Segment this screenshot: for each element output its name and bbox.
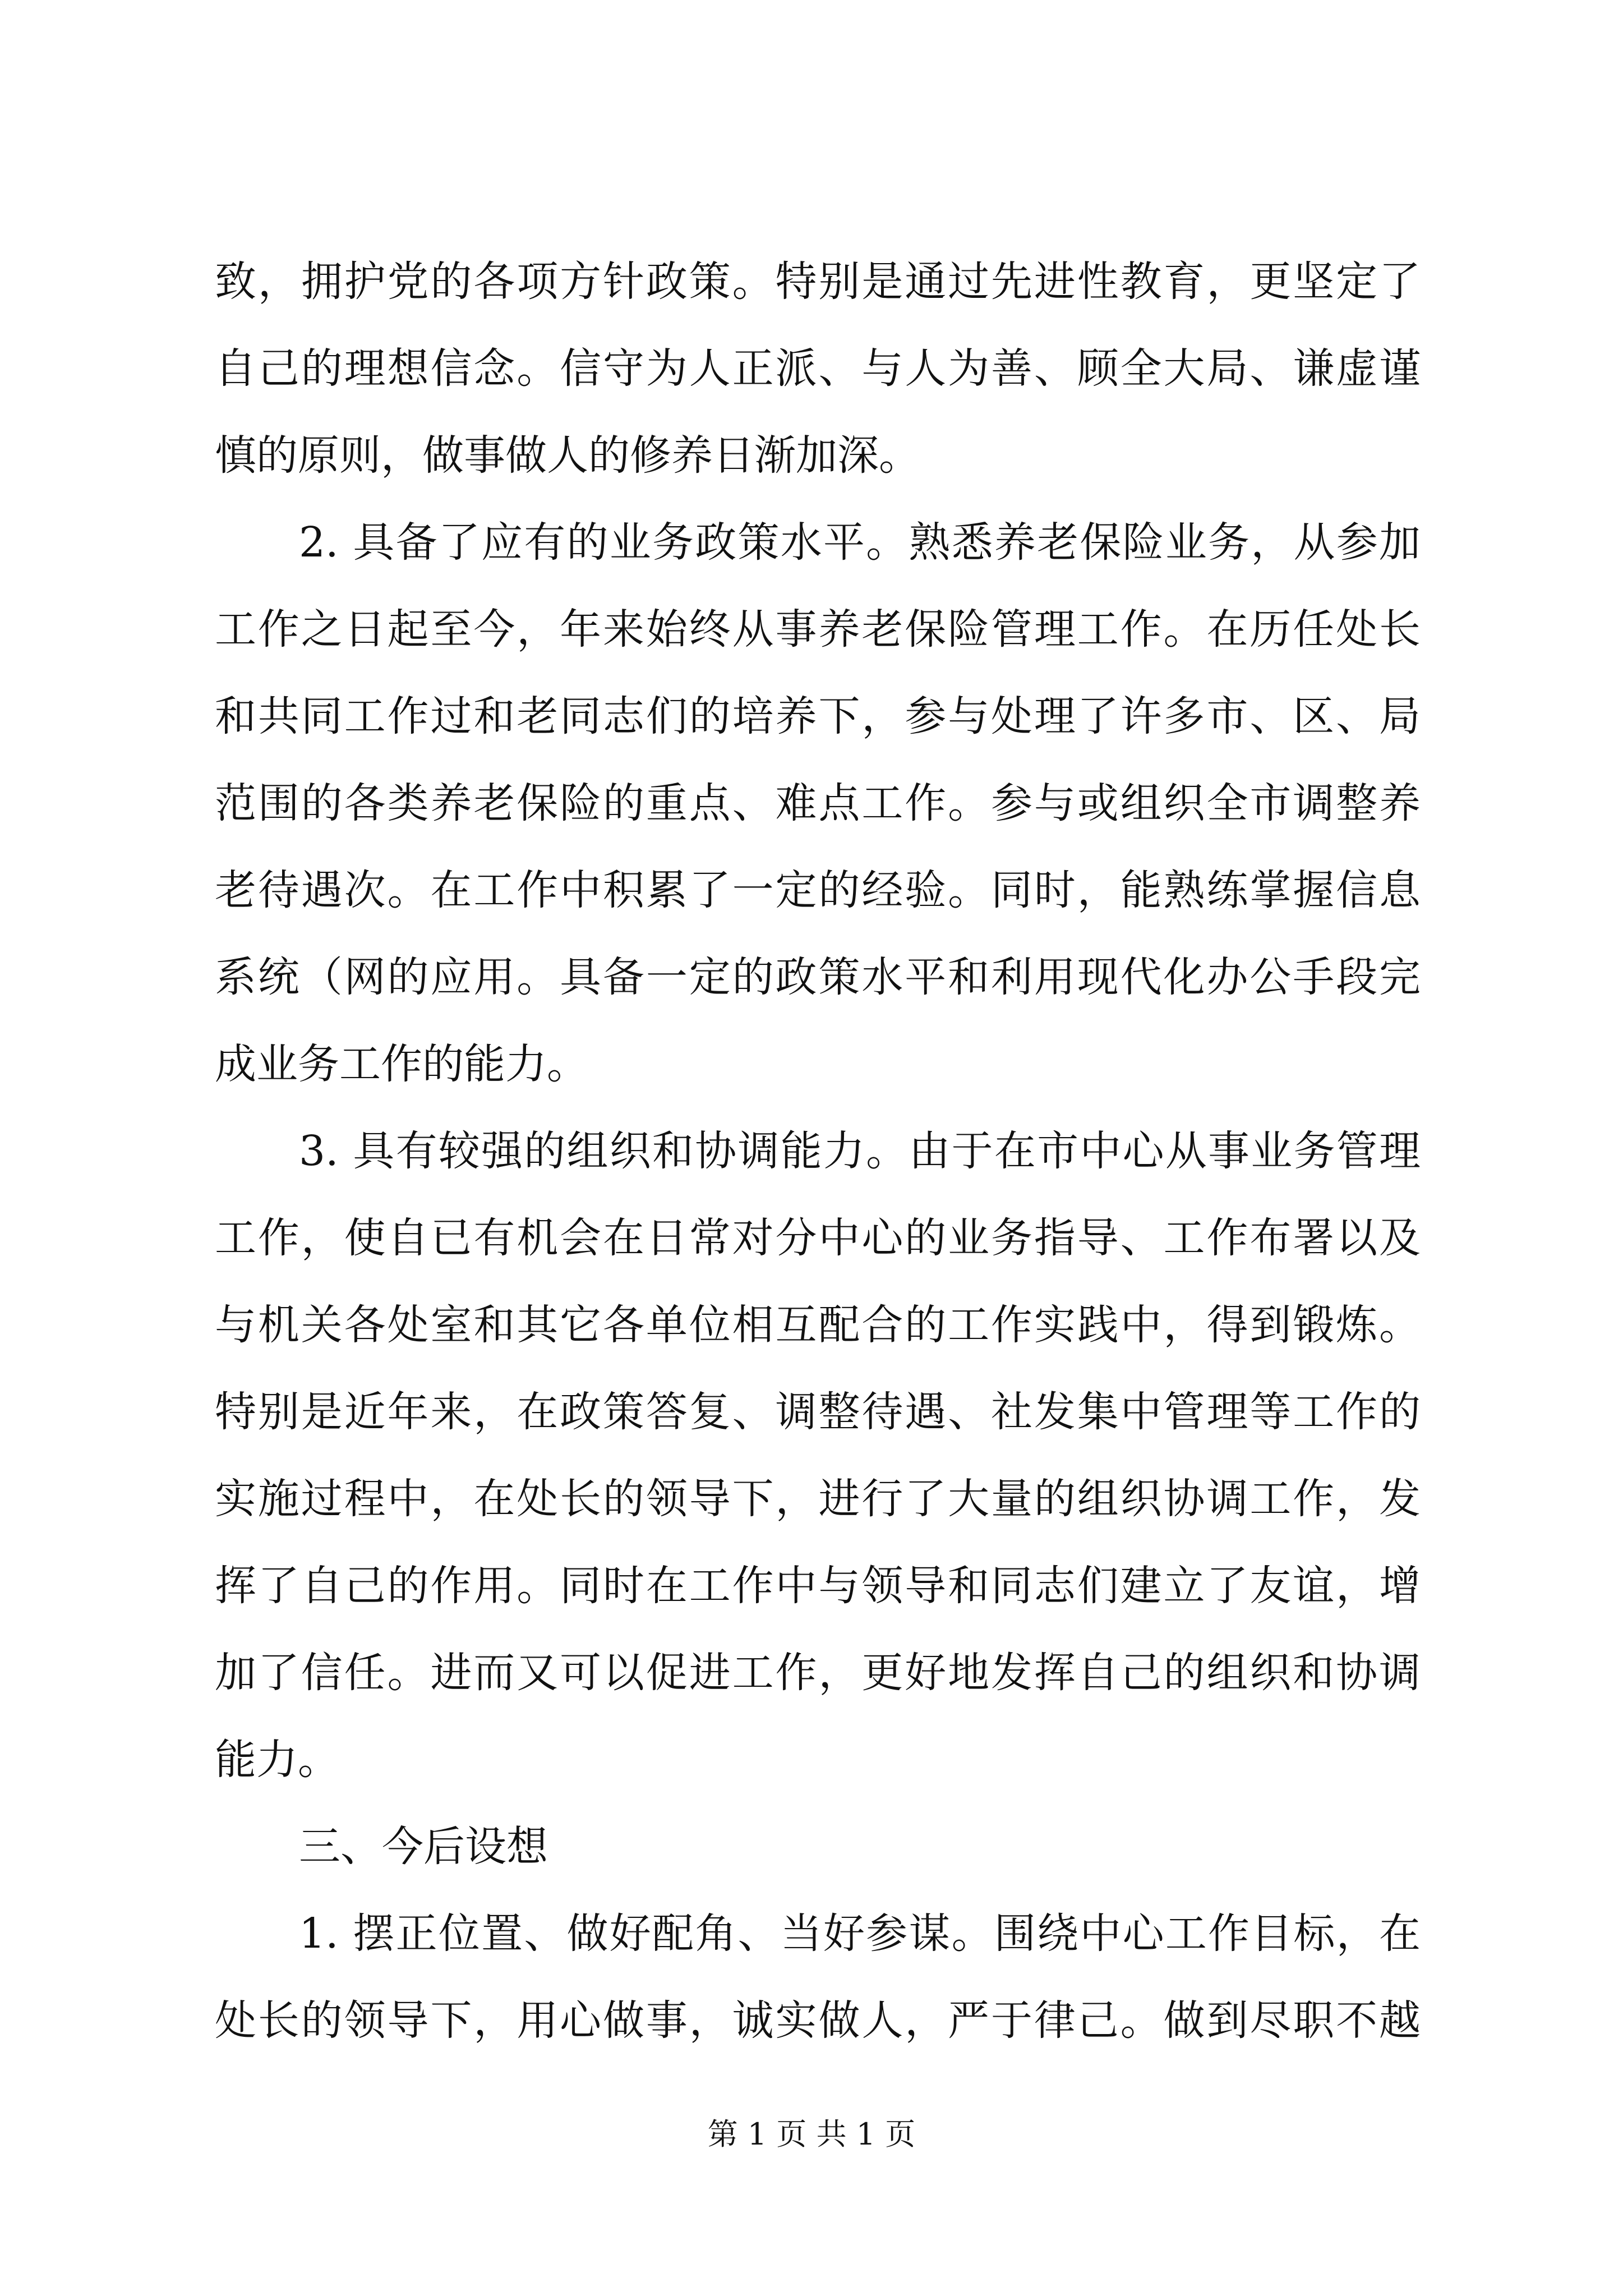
text-line: 系统（网的应用。具备一定的政策水平和利用现代化办公手段完 — [215, 953, 1421, 1001]
paragraph-start-line: 1. 摆正位置、做好配角、当好参谋。围绕中心工作目标，在 — [299, 1910, 1421, 1958]
text-line: 加了信任。进而又可以促进工作，更好地发挥自己的组织和协调 — [215, 1649, 1421, 1697]
document-body — [215, 238, 1421, 2064]
text-line: 特别是近年来，在政策答复、调整待遇、社发集中管理等工作的 — [215, 1388, 1421, 1436]
text-line: 成业务工作的能力。 — [215, 1040, 588, 1088]
text-line: 与机关各处室和其它各单位相互配合的工作实践中，得到锻炼。 — [215, 1301, 1421, 1349]
text-line: 范围的各类养老保险的重点、难点工作。参与或组织全市调整养 — [215, 779, 1421, 827]
text-line: 工作之日起至今，年来始终从事养老保险管理工作。在历任处长 — [215, 605, 1421, 654]
paragraph-start-line: 3. 具有较强的组织和协调能力。由于在市中心从事业务管理 — [299, 1127, 1421, 1175]
text-line: 工作，使自已有机会在日常对分中心的业务指导、工作布署以及 — [215, 1214, 1421, 1262]
text-line: 自己的理想信念。信守为人正派、与人为善、顾全大局、谦虚谨 — [215, 344, 1421, 393]
text-line: 慎的原则，做事做人的修养日渐加深。 — [215, 431, 920, 480]
section-heading: 三、今后设想 — [299, 1823, 548, 1871]
text-line: 处长的领导下，用心做事，诚实做人，严于律己。做到尽职不越 — [215, 1996, 1421, 2045]
page-footer: 第 1 页 共 1 页 — [707, 2116, 916, 2152]
text-line: 能力。 — [215, 1736, 339, 1784]
text-line: 实施过程中，在处长的领导下，进行了大量的组织协调工作，发 — [215, 1475, 1421, 1523]
paragraph-start-line: 2. 具备了应有的业务政策水平。熟悉养老保险业务，从参加 — [299, 518, 1421, 567]
text-line: 老待遇次。在工作中积累了一定的经验。同时，能熟练掌握信息 — [215, 866, 1421, 914]
text-line: 和共同工作过和老同志们的培养下，参与处理了许多市、区、局 — [215, 692, 1421, 740]
text-line: 致，拥护党的各项方针政策。特别是通过先进性教育，更坚定了 — [215, 257, 1421, 306]
text-line: 挥了自己的作用。同时在工作中与领导和同志们建立了友谊，增 — [215, 1562, 1421, 1610]
